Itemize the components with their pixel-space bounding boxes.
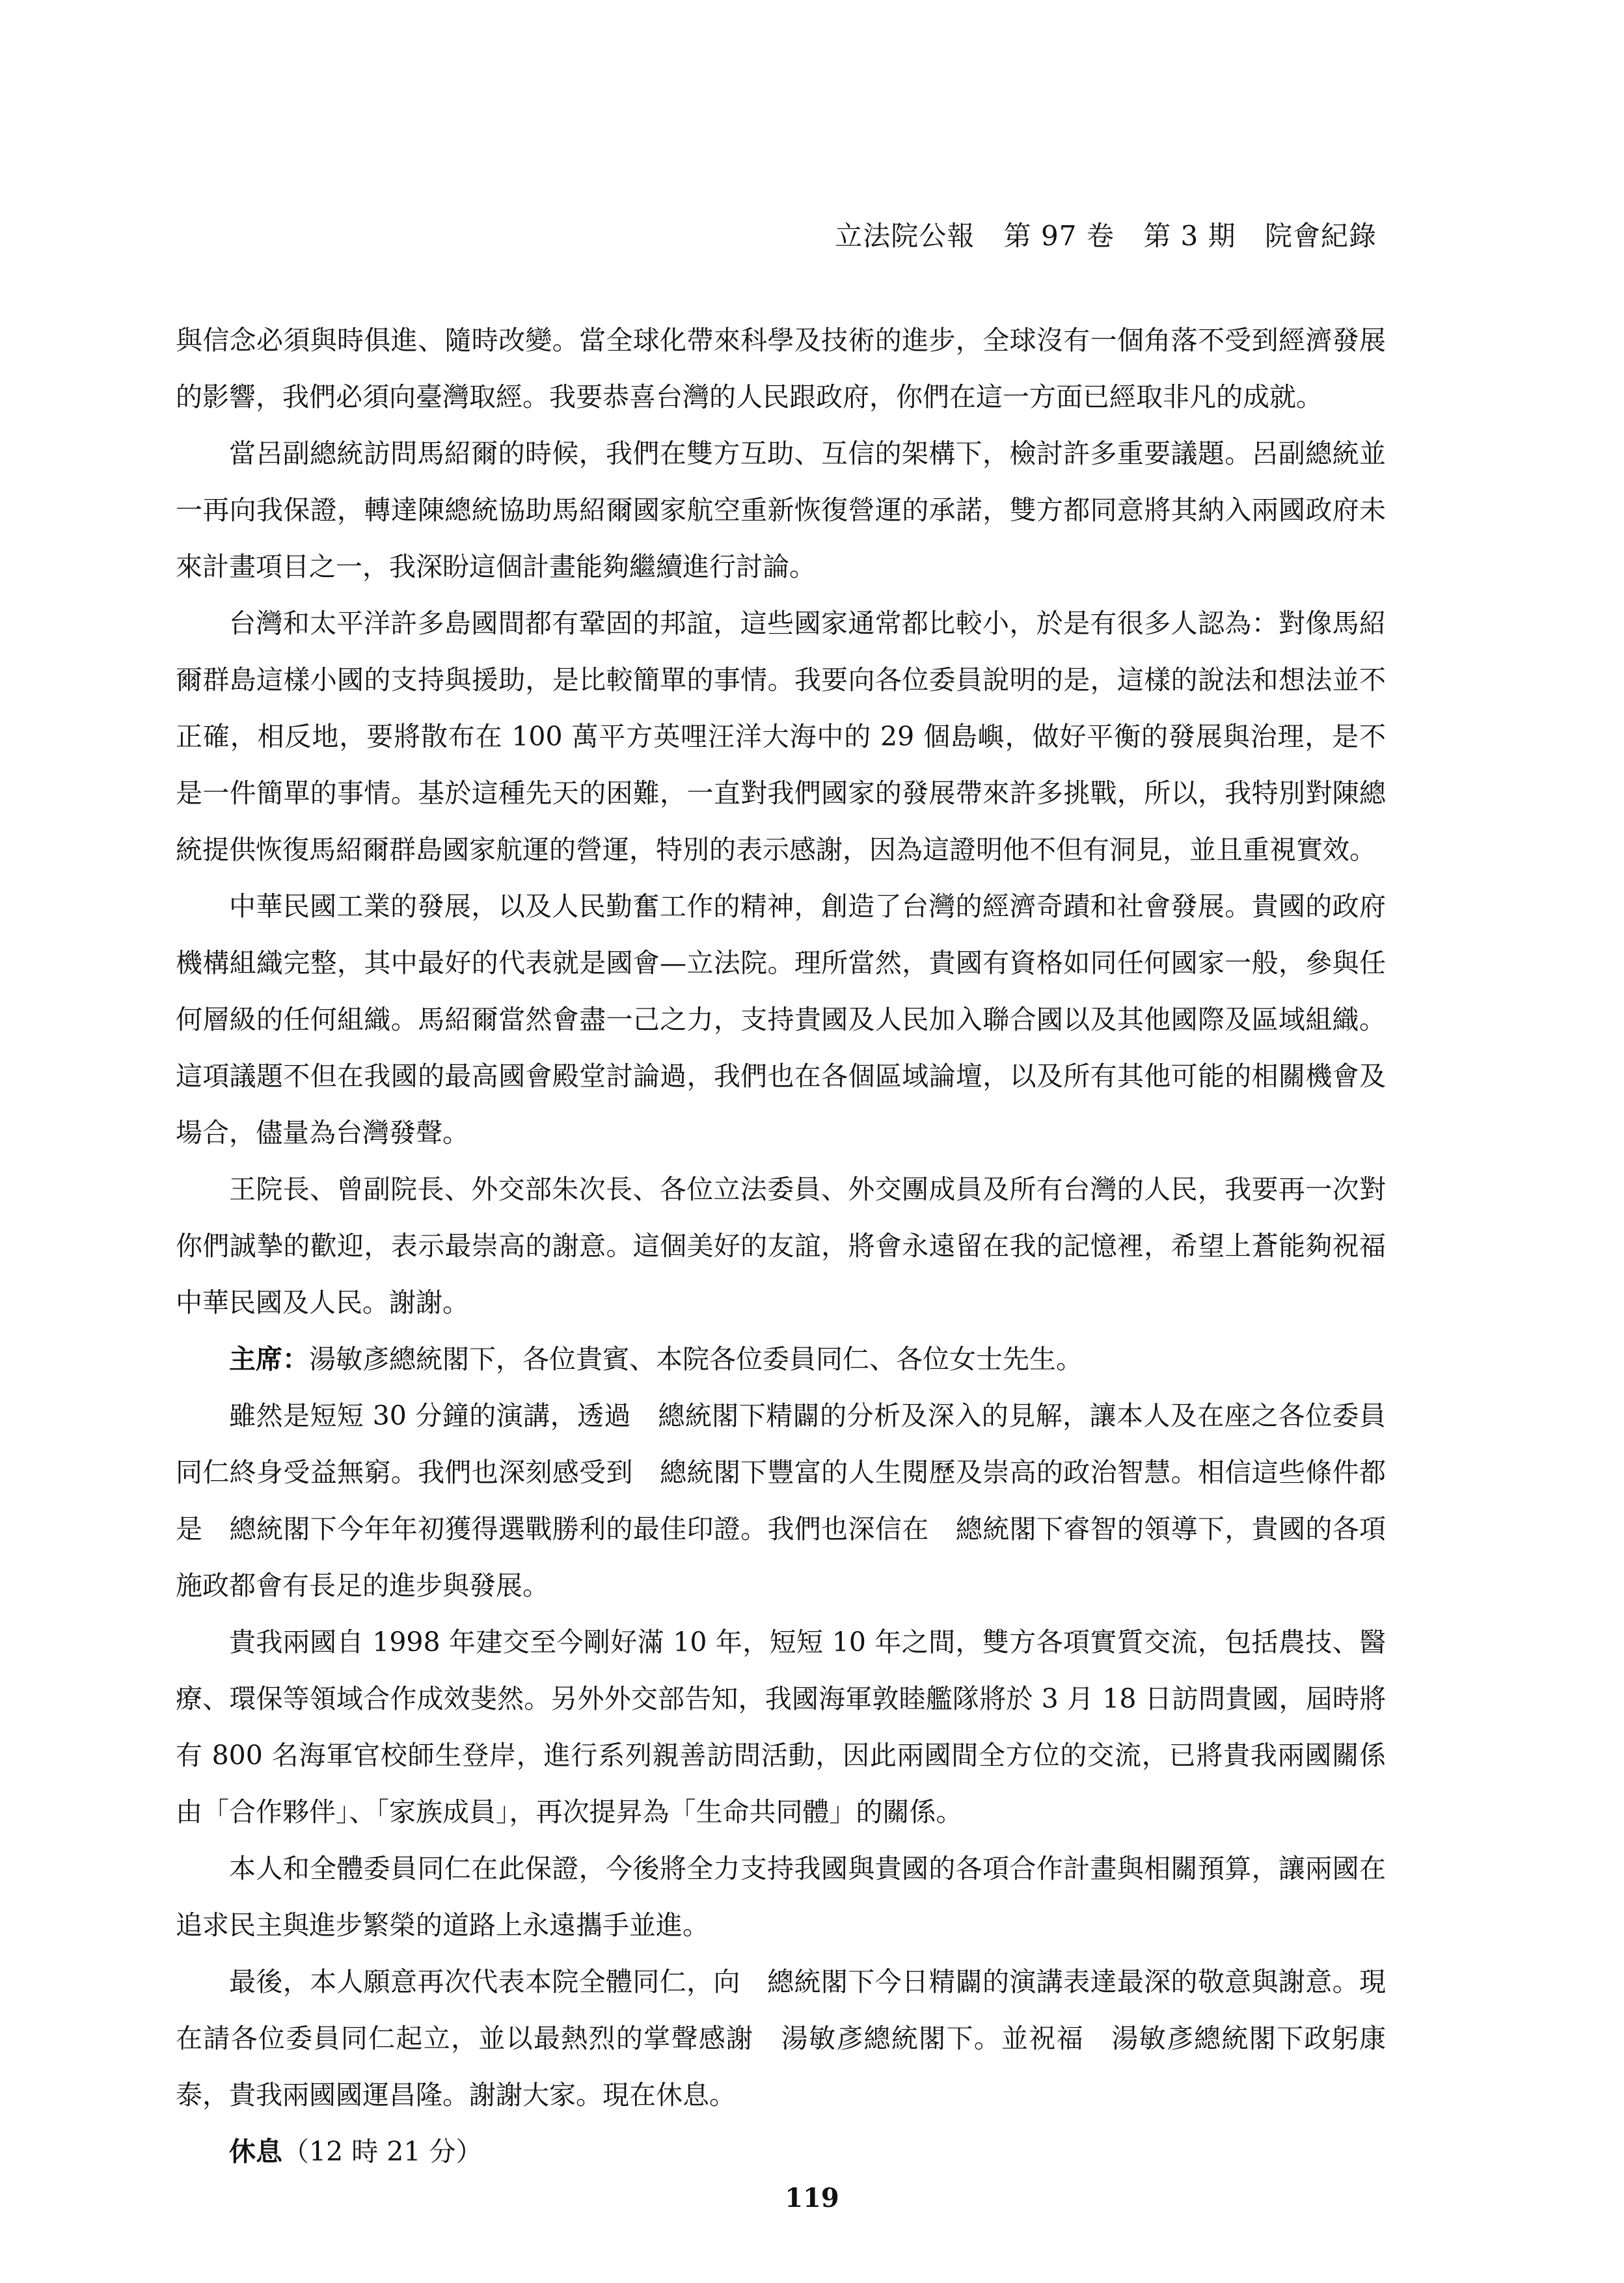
paragraph-continued: 與信念必須與時俱進、隨時改變。當全球化帶來科學及技術的進步，全球沒有一個角落不受到經濟發展的影響，我們必須向臺灣取經。我要恭喜台灣的人民跟政府，你們在這一方面已經取非凡的成就。 [176,325,1386,412]
paragraph: 中華民國工業的發展，以及人民勤奮工作的精神，創造了台灣的經濟奇蹟和社會發展。貴國的政府機構組織完整，其中最好的代表就是國會—立法院。理所當然，貴國有資格如同任何國家一般，參與任何層級的任何組織。馬紹爾當然會盡一己之力，支持貴國及人民加入聯合國以及其他國際及區域組織。這項議題不但在我國的最高國會殿堂討論過，我們也在各個區域論壇，以及所有其他可能的相關機會及場合，儘量為台灣發聲。 [176,891,1386,1148]
chair-label: 主席： [229,1344,309,1375]
paragraph: 貴我兩國自 1998 年建交至今剛好滿 10 年，短短 10 年之間，雙方各項實質交流，包括農技、醫療、環保等領域合作成效斐然。另外外交部告知，我國海軍敦睦艦隊將於 3 月 18 日訪問貴國，屆時將有 800 名海軍官校師生登岸，進行系列親善訪問活動，因此兩國間全方位的交流，已將貴我兩國關係由「合作夥伴」、「家族成員」，再次提昇為「生命共同體」的關係。 [176,1627,1386,1828]
issue-number: 第 3 期 [1143,220,1236,252]
running-header [835,215,1377,254]
recess-label: 休息 [229,2136,282,2167]
paragraph: 當呂副總統訪問馬紹爾的時候，我們在雙方互助、互信的架構下，檢討許多重要議題。呂副總統並一再向我保證，轉達陳總統協助馬紹爾國家航空重新恢復營運的承諾，雙方都同意將其納入兩國政府未來計畫項目之一，我深盼這個計畫能夠繼續進行討論。 [176,438,1386,582]
chair-text: 湯敏彥總統閣下，各位貴賓、本院各位委員同仁、各位女士先生。 [309,1344,1083,1375]
chair-statement [176,1331,1386,1388]
publication-title: 立法院公報 [835,220,975,252]
paragraph: 王院長、曾副院長、外交部朱次長、各位立法委員、外交團成員及所有台灣的人民，我要再一次對你們誠摯的歡迎，表示最崇高的謝意。這個美好的友誼，將會永遠留在我的記憶裡，希望上蒼能夠祝福中華民國及人民。謝謝。 [176,1174,1386,1318]
section-title: 院會紀錄 [1264,220,1377,252]
recess-time: （12 時 21 分） [282,2136,483,2167]
paragraph: 台灣和太平洋許多島國間都有鞏固的邦誼，這些國家通常都比較小，於是有很多人認為：對像馬紹爾群島這樣小國的支持與援助，是比較簡單的事情。我要向各位委員說明的是，這樣的說法和想法並不正確，相反地，要將散布在 100 萬平方英哩汪洋大海中的 29 個島嶼，做好平衡的發展與治理，是不是一件簡單的事情。基於這種先天的困難，一直對我們國家的發展帶來許多挑戰，所以，我特別對陳總統提供恢復馬紹爾群島國家航運的營運，特別的表示感謝，因為這證明他不但有洞見，並且重視實效。 [176,608,1386,865]
paragraph: 最後，本人願意再次代表本院全體同仁，向 總統閣下今日精闢的演講表達最深的敬意與謝意。現在請各位委員同仁起立，並以最熱烈的掌聲感謝 湯敏彥總統閣下。並祝福 湯敏彥總統閣下政躬康泰，貴我兩國國運昌隆。謝謝大家。現在休息。 [176,1966,1386,2111]
page-number: 119 [785,2183,839,2213]
volume-number: 第 97 卷 [1003,220,1115,252]
paragraph: 本人和全體委員同仁在此保證，今後將全力支持我國與貴國的各項合作計畫與相關預算，讓兩國在追求民主與進步繁榮的道路上永遠攜手並進。 [176,1853,1386,1941]
paragraph: 雖然是短短 30 分鐘的演講，透過 總統閣下精闢的分析及深入的見解，讓本人及在座之各位委員同仁終身受益無窮。我們也深刻感受到 總統閣下豐富的人生閱歷及崇高的政治智慧。相信這些條件都是 總統閣下今年年初獲得選戰勝利的最佳印證。我們也深信在 總統閣下睿智的領導下，貴國的各項施政都會有長足的進步與發展。 [176,1400,1386,1601]
page-body [176,312,1386,2180]
recess-note [176,2124,1386,2180]
